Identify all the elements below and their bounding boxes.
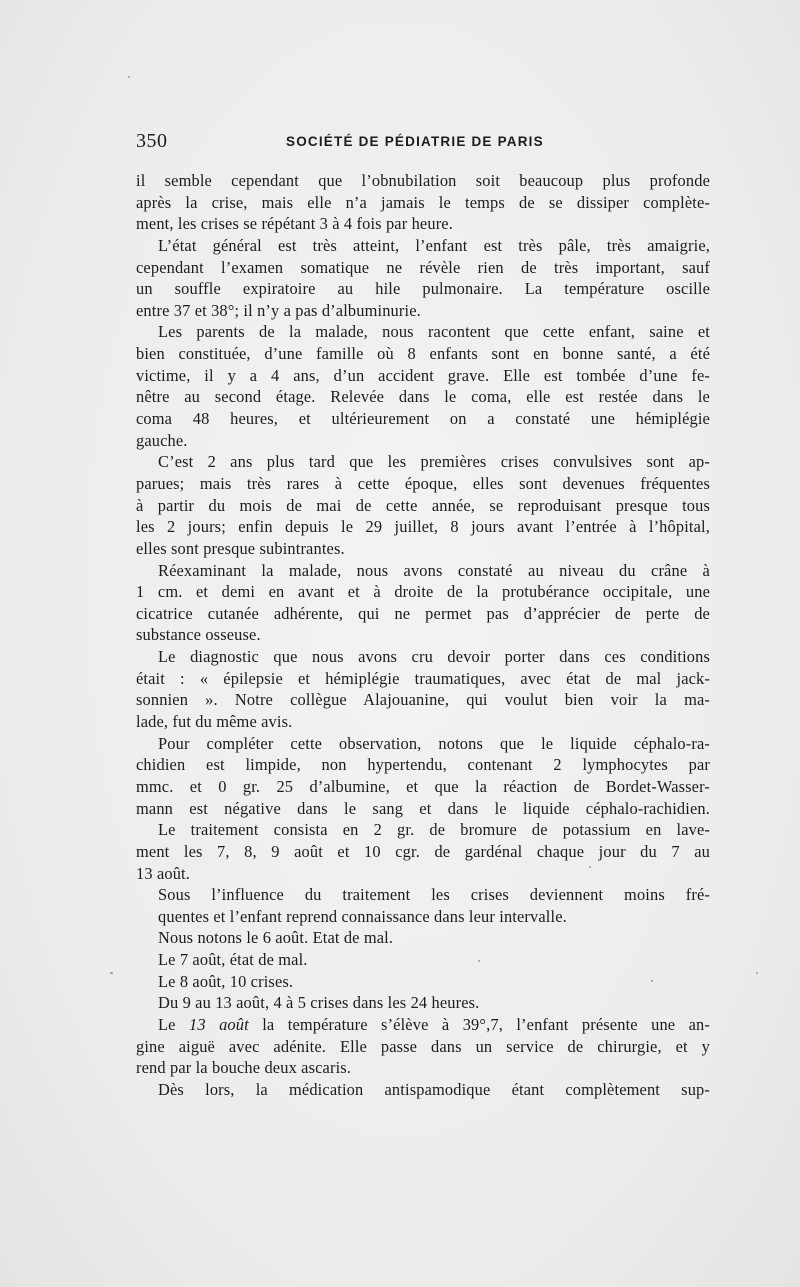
text-line: Le 7 août, état de mal.	[158, 950, 308, 970]
scan-speck	[110, 972, 113, 974]
text-line: mann est négative dans le sang et dans le liquide céphalo-rachidien.	[136, 798, 710, 818]
text-line: 13 août.	[136, 863, 191, 883]
text-line: elles sont presque subintrantes.	[136, 538, 345, 558]
text-line: Pour compléter cette observation, notons que le liquide céphalo-ra-	[158, 733, 710, 753]
text-line: il semble cependant que l’obnubilation soit beaucoup plus profonde	[136, 171, 710, 190]
text-line: nêtre au second étage. Relevée dans le coma, elle est restée dans le	[136, 387, 710, 407]
body-text	[136, 170, 710, 1101]
text-line: quentes et l’enfant reprend connaissance dans leur intervalle.	[158, 906, 567, 926]
page-header	[136, 130, 710, 154]
text-line: après la crise, mais elle n’a jamais le temps de se dissiper complète-	[136, 192, 710, 212]
text-line: Le 13 août la température s’élève à 39°,7, l’enfant présente une an-	[158, 1014, 710, 1034]
text-line: Dès lors, la médication antispamodique étant complètement sup-	[158, 1079, 710, 1099]
text-line: mmc. et 0 gr. 25 d’albumine, et que la réaction de Bordet-Wasser-	[136, 776, 710, 796]
text-line: coma 48 heures, et ultérieurement on a constaté une hémiplégie	[136, 409, 710, 429]
text-line: Le 8 août, 10 crises.	[158, 971, 294, 991]
page-number: 350	[136, 130, 168, 152]
text-line: Le traitement consista en 2 gr. de bromure de potassium en lave-	[158, 820, 710, 840]
text-line: L’état général est très atteint, l’enfant est très pâle, très amaigrie,	[158, 235, 710, 255]
scan-speck	[651, 980, 653, 982]
text-line: Nous notons le 6 août. Etat de mal.	[158, 928, 394, 948]
text-line: sonnien ». Notre collègue Alajouanine, qui voulut bien voir la ma-	[136, 690, 710, 710]
scan-speck	[478, 960, 480, 962]
text-line: victime, il y a 4 ans, d’un accident grave. Elle est tombée d’une fe-	[136, 365, 710, 385]
scan-speck	[128, 76, 130, 78]
scan-speck	[756, 972, 758, 974]
text-line: ment, les crises se répétant 3 à 4 fois par heure.	[136, 214, 453, 234]
text-fragment: la température s’élève à 39°,7, l’enfant présente une an-	[262, 1014, 710, 1034]
text-line: 1 cm. et demi en avant et à droite de la protubérance occipitale, une	[136, 582, 710, 602]
text-line: chidien est limpide, non hypertendu, contenant 2 lymphocytes par	[136, 755, 710, 775]
running-title: SOCIÉTÉ DE PÉDIATRIE DE PARIS	[286, 134, 544, 149]
text-line: bien constituée, d’une famille où 8 enfants sont en bonne santé, a été	[136, 344, 710, 364]
text-line: parues; mais très rares à cette époque, elles sont devenues fréquentes	[136, 473, 710, 493]
text-line: entre 37 et 38°; il n’y a pas d’albuminurie.	[136, 300, 421, 320]
text-line: lade, fut du même avis.	[136, 712, 293, 732]
text-line: substance osseuse.	[136, 625, 261, 645]
text-line: les 2 jours; enfin depuis le 29 juillet, 8 jours avant l’entrée à l’hôpital,	[136, 517, 710, 537]
text-line: gine aiguë avec adénite. Elle passe dans un service de chirurgie, et y	[136, 1036, 710, 1056]
text-line: Le diagnostic que nous avons cru devoir porter dans ces conditions	[158, 647, 710, 667]
text-line: un souffle expiratoire au hile pulmonaire. La température oscille	[136, 279, 710, 299]
text-line: gauche.	[136, 430, 188, 450]
text-line: à partir du mois de mai de cette année, se reproduisant presque tous	[136, 495, 710, 515]
text-line: Sous l’influence du traitement les crises deviennent moins fré-	[158, 885, 710, 905]
text-line: rend par la bouche deux ascaris.	[136, 1058, 352, 1078]
text-line: C’est 2 ans plus tard que les premières crises convulsives sont ap-	[158, 452, 710, 472]
text-line: était : « épilepsie et hémiplégie traumatiques, avec état de mal jack-	[136, 668, 710, 688]
text-line: Du 9 au 13 août, 4 à 5 crises dans les 24 heures.	[158, 993, 480, 1013]
text-line: ment les 7, 8, 9 août et 10 cgr. de gardénal chaque jour du 7 au	[136, 841, 710, 861]
text-line: cicatrice cutanée adhérente, qui ne permet pas d’apprécier de perte de	[136, 603, 710, 623]
text-line: Réexaminant la malade, nous avons constaté au niveau du crâne à	[158, 560, 710, 580]
text-line: cependant l’examen somatique ne révèle rien de très important, sauf	[136, 257, 710, 277]
text-line: Les parents de la malade, nous racontent que cette enfant, saine et	[158, 322, 710, 342]
scan-speck	[589, 866, 591, 868]
date-italic: 13 août	[188, 1014, 249, 1034]
